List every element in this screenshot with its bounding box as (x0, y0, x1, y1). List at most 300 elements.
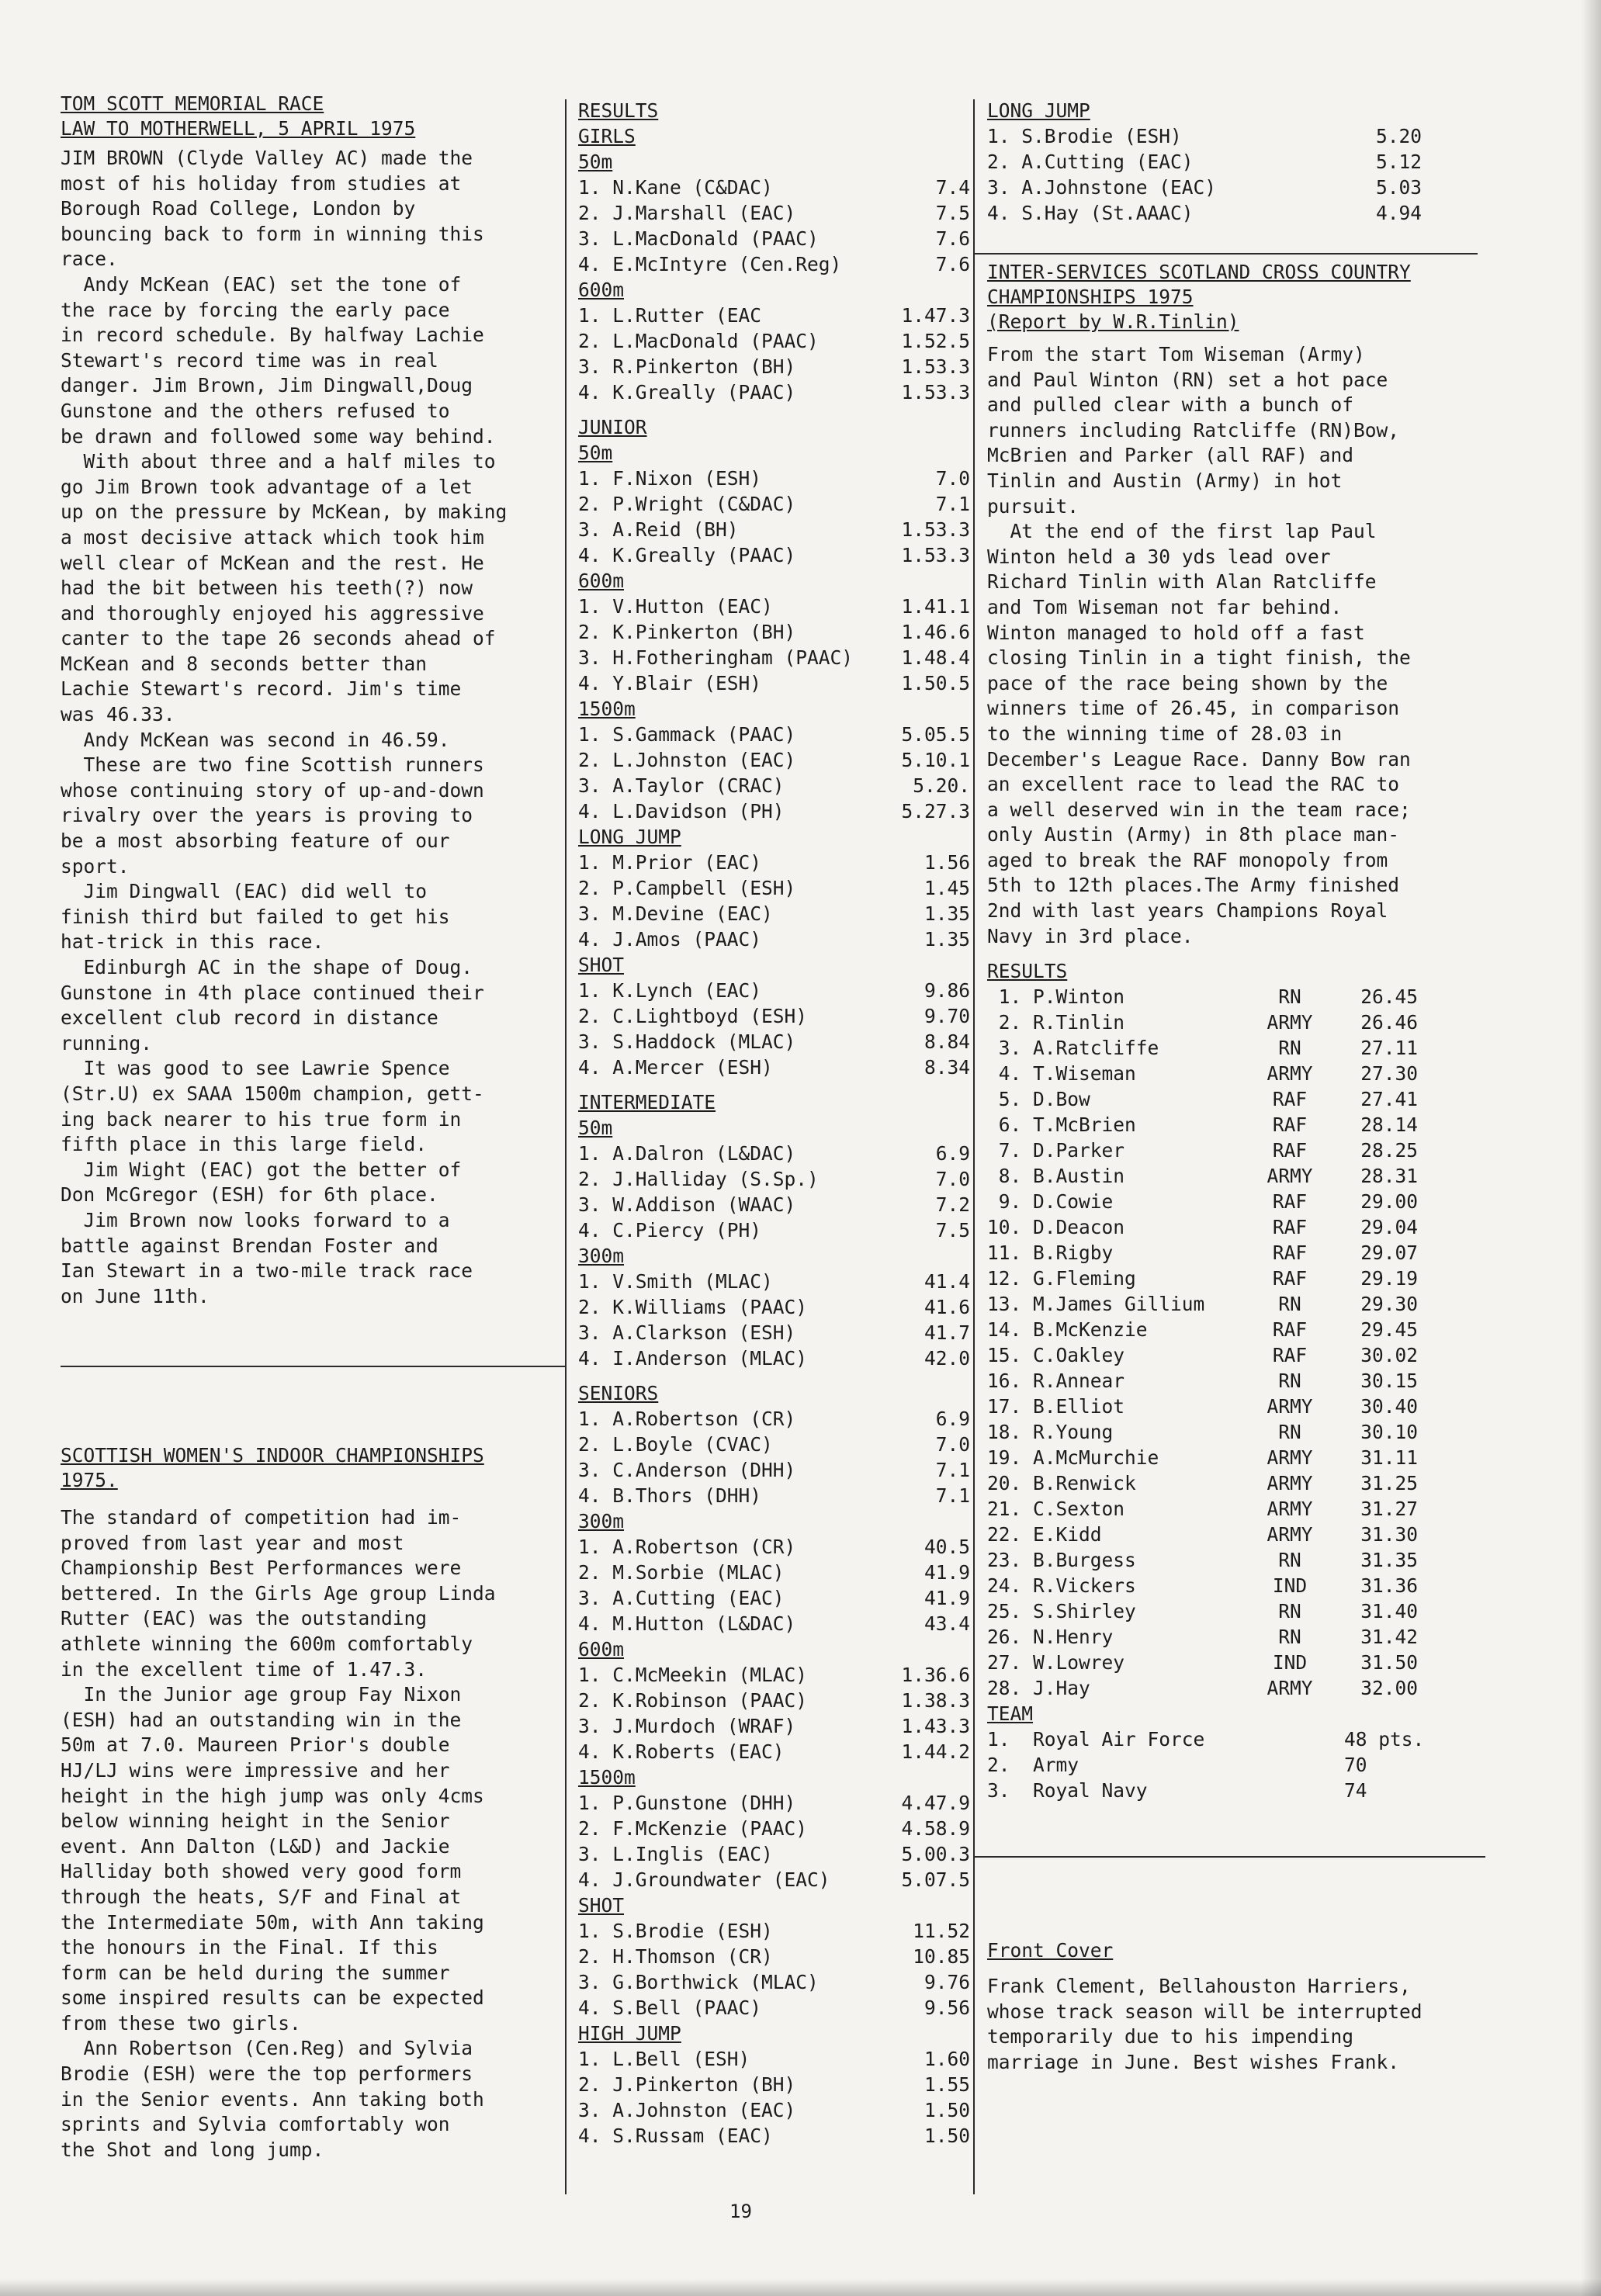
result-value: 1.47.3 (901, 304, 970, 327)
page-edge-shadow (1581, 0, 1601, 2296)
result-value: 7.2 (935, 1193, 970, 1216)
result-time: 31.36 (1360, 1574, 1418, 1598)
result-value: 9.76 (924, 1971, 970, 1993)
result-value: 41.9 (924, 1587, 970, 1609)
service-name: ARMY (1267, 1062, 1313, 1086)
group-heading: INTERMEDIATE (578, 1091, 716, 1113)
athlete-name: 3. J.Murdoch (WRAF) (578, 1715, 796, 1737)
left-column (61, 92, 557, 2161)
service-name: RAF (1272, 1216, 1308, 1239)
service-name: IND (1272, 1651, 1308, 1674)
result-row (987, 1445, 1484, 1470)
result-value: 1.53.3 (901, 381, 970, 403)
result-row (987, 123, 1422, 149)
athlete-name: 1. V.Smith (MLAC) (578, 1270, 773, 1293)
result-row (987, 1624, 1484, 1650)
article-subtitle: 1975. (61, 1469, 118, 1491)
result-time: 31.50 (1360, 1651, 1418, 1674)
service-name: RN (1278, 1370, 1301, 1393)
result-row (578, 1867, 970, 1893)
article-subtitle: CHAMPIONSHIPS 1975 (987, 286, 1194, 308)
athlete-name: 4. K.Greally (PAAC) (578, 544, 796, 566)
result-time: 31.25 (1360, 1472, 1418, 1495)
athlete-name: 2. M.Sorbie (MLAC) (578, 1561, 785, 1584)
result-time: 29.07 (1360, 1242, 1418, 1265)
result-time: 31.27 (1360, 1498, 1418, 1521)
result-value: 11.52 (913, 1920, 970, 1942)
result-group (578, 123, 970, 405)
event-heading: HIGH JUMP (578, 2022, 681, 2045)
result-row (578, 328, 970, 354)
result-value: 9.86 (924, 979, 970, 1002)
result-row (578, 670, 970, 696)
athlete-name: 4. S.Russam (EAC) (578, 2125, 773, 2147)
result-value: 5.10.1 (901, 749, 970, 771)
article-title: INTER-SERVICES SCOTLAND CROSS COUNTRY (987, 261, 1411, 283)
event-heading: 600m (578, 1638, 625, 1661)
long-jump-heading: LONG JUMP (987, 99, 1090, 122)
result-value: 10.85 (913, 1945, 970, 1968)
result-value: 40.5 (924, 1536, 970, 1558)
result-row (987, 1394, 1484, 1419)
result-value: 1.53.3 (901, 544, 970, 566)
result-row (987, 1342, 1484, 1368)
athlete-name: 2. L.MacDonald (PAAC) (578, 330, 819, 352)
result-row (578, 1534, 970, 1560)
result-value: 1.43.3 (901, 1715, 970, 1737)
athlete-name: 19. A.McMurchie (987, 1446, 1159, 1470)
athlete-name: 2. L.Boyle (CVAC) (578, 1433, 773, 1456)
result-row (578, 901, 970, 926)
result-row (987, 1675, 1484, 1701)
result-value: 4.58.9 (901, 1817, 970, 1840)
result-value: 4.94 (1375, 202, 1422, 224)
result-row (578, 1217, 970, 1243)
athlete-name: 16. R.Annear (987, 1370, 1125, 1393)
service-name: ARMY (1267, 1677, 1313, 1700)
result-value: 1.36.6 (901, 1664, 970, 1686)
service-name: ARMY (1267, 1523, 1313, 1546)
service-name: RAF (1272, 1190, 1308, 1214)
result-group (578, 1089, 970, 1371)
result-row (987, 1547, 1484, 1573)
result-time: 27.41 (1360, 1088, 1418, 1111)
result-value: 1.53.3 (901, 355, 970, 378)
result-time: 29.04 (1360, 1216, 1418, 1239)
result-row (578, 1713, 970, 1739)
result-row (578, 1457, 970, 1483)
athlete-name: 24. R.Vickers (987, 1574, 1136, 1598)
column-divider-left (565, 99, 567, 2194)
article-body: JIM BROWN (Clyde Valley AC) made the most of his holiday from studies at Borough Road College, London by bouncing back to form in winning this race. Andy McKean (EAC) set the tone of the race by forcing the early pace in record schedule. By halfway Lachie Stewart's record time was in real danger. Jim Brown, Jim Dingwall,Doug Gunstone and the others refused to be drawn and followed some way behind. With about three and a half miles to go Jim Brown took advantage of a let up on the pressure by McKean, by making a most decisive attack which took him well clear of McKean and the rest. He had the bit between his teeth(?) now and thoroughly enjoyed his aggressive canter to the tape 26 seconds ahead of McKean and 8 seconds better than Lachie Stewart's record. Jim's time was 46.33. Andy McKean was second in 46.59. These are two fine Scottish runners whose continuing story of up-and-down rivalry over the years is proving to be a most absorbing feature of our sport. Jim Dingwall (EAC) did well to finish third but failed to get his hat-trick in this race. Edinburgh AC in the shape of Doug. Gunstone in 4th place continued their excellent club record in distance running. It was good to see Lawrie Spence (Str.U) ex SAAA 1500m champion, gett- ing back nearer to his true form in fifth place in this large field. Jim Wight (EAC) got the better of Don McGregor (ESH) for 6th place. Jim Brown now looks forward to a battle against Brendan Foster and Ian Stewart in a two-mile track race on June 11th. (61, 147, 508, 1307)
long-jump-rows (987, 123, 1422, 226)
article-subtitle: LAW TO MOTHERWELL, 5 APRIL 1975 (61, 117, 416, 140)
athlete-name: 2. P.Wright (C&DAC) (578, 493, 796, 515)
result-value: 7.5 (935, 202, 970, 224)
service-name: RN (1278, 1037, 1301, 1060)
athlete-name: 3. C.Anderson (DHH) (578, 1459, 796, 1481)
result-value: 41.6 (924, 1296, 970, 1318)
service-name: ARMY (1267, 1498, 1313, 1521)
result-row (578, 1918, 970, 1944)
section-divider (973, 253, 1478, 255)
result-time: 29.19 (1360, 1267, 1418, 1290)
result-time: 29.45 (1360, 1318, 1418, 1342)
result-row (578, 978, 970, 1003)
result-time: 32.00 (1360, 1677, 1418, 1700)
cross-country-results (987, 984, 1484, 1701)
team-name: 1. Royal Air Force (987, 1728, 1205, 1751)
result-row (578, 619, 970, 645)
athlete-name: 4. L.Davidson (PH) (578, 800, 785, 822)
athlete-name: 2. K.Williams (PAAC) (578, 1296, 808, 1318)
result-row (578, 747, 970, 773)
event-heading: 50m (578, 442, 613, 464)
result-row (578, 491, 970, 517)
athlete-name: 3. R.Pinkerton (BH) (578, 355, 796, 378)
result-value: 1.52.5 (901, 330, 970, 352)
event-heading: 600m (578, 570, 625, 592)
section-divider (973, 1856, 1485, 1858)
service-name: RN (1278, 1293, 1301, 1316)
athlete-name: 2. R.Tinlin (987, 1011, 1125, 1034)
article-byline: (Report by W.R.Tinlin) (987, 310, 1239, 333)
athlete-name: 1. N.Kane (C&DAC) (578, 176, 773, 199)
result-value: 1.46.6 (901, 621, 970, 643)
group-heading: JUNIOR (578, 416, 647, 438)
result-time: 31.40 (1360, 1600, 1418, 1623)
athlete-name: 2. C.Lightboyd (ESH) (578, 1005, 808, 1027)
athlete-name: 5. D.Bow (987, 1088, 1090, 1111)
result-time: 31.11 (1360, 1446, 1418, 1470)
result-row (987, 1368, 1484, 1394)
result-value: 6.9 (935, 1408, 970, 1430)
result-value: 41.9 (924, 1561, 970, 1584)
result-row (578, 1166, 970, 1192)
result-row (578, 2072, 970, 2097)
group-heading: SENIORS (578, 1382, 659, 1404)
athlete-name: 3. A.Cutting (EAC) (578, 1587, 785, 1609)
result-row (578, 1294, 970, 1320)
result-row (578, 1739, 970, 1764)
result-value: 4.47.9 (901, 1792, 970, 1814)
team-results (987, 1726, 1484, 1803)
athlete-name: 23. B.Burgess (987, 1549, 1136, 1572)
result-row (987, 1317, 1484, 1342)
result-row (578, 251, 970, 277)
result-row (987, 1573, 1484, 1598)
service-name: RN (1278, 1421, 1301, 1444)
result-row (578, 1611, 970, 1636)
result-row (578, 722, 970, 747)
result-row (578, 303, 970, 328)
result-time: 28.31 (1360, 1165, 1418, 1188)
result-row (578, 2097, 970, 2123)
result-time: 27.11 (1360, 1037, 1418, 1060)
athlete-name: 3. A.Clarkson (ESH) (578, 1321, 796, 1344)
service-name: ARMY (1267, 1472, 1313, 1495)
front-cover-heading: Front Cover (987, 1939, 1114, 1962)
athlete-name: 2. H.Thomson (CR) (578, 1945, 773, 1968)
result-value: 1.56 (924, 851, 970, 874)
result-row (578, 1054, 970, 1080)
athlete-name: 2. J.Halliday (S.Sp.) (578, 1168, 819, 1190)
athlete-name: 4. Y.Blair (ESH) (578, 672, 762, 694)
result-value: 41.4 (924, 1270, 970, 1293)
result-time: 30.40 (1360, 1395, 1418, 1418)
result-row (578, 1432, 970, 1457)
result-row (987, 1112, 1484, 1138)
result-value: 9.70 (924, 1005, 970, 1027)
team-row (987, 1726, 1484, 1752)
event-heading: SHOT (578, 1894, 625, 1917)
result-row (578, 1688, 970, 1713)
result-row (987, 1266, 1484, 1291)
athlete-name: 2. K.Pinkerton (BH) (578, 621, 796, 643)
results-heading: RESULTS (987, 960, 1068, 983)
result-row (578, 1269, 970, 1294)
athlete-name: 2. P.Campbell (ESH) (578, 877, 796, 899)
article-title: TOM SCOTT MEMORIAL RACE (61, 92, 324, 115)
athlete-name: 2. K.Robinson (PAAC) (578, 1689, 808, 1712)
result-value: 8.84 (924, 1030, 970, 1053)
front-cover-note (987, 1938, 1423, 2075)
result-row (987, 1598, 1484, 1624)
athlete-name: 3. A.Ratcliffe (987, 1037, 1159, 1060)
athlete-name: 4. S.Hay (St.AAAC) (987, 202, 1194, 224)
athlete-name: 2. F.McKenzie (PAAC) (578, 1817, 808, 1840)
result-time: 27.30 (1360, 1062, 1418, 1086)
result-row (578, 517, 970, 542)
result-time: 30.15 (1360, 1370, 1418, 1393)
event-heading: 300m (578, 1510, 625, 1532)
result-row (987, 1163, 1484, 1189)
athlete-name: 7. D.Parker (987, 1139, 1125, 1162)
team-heading: TEAM (987, 1702, 1034, 1726)
athlete-name: 4. J.Amos (PAAC) (578, 928, 762, 951)
athlete-name: 2. J.Pinkerton (BH) (578, 2073, 796, 2096)
event-heading: 1500m (578, 1766, 636, 1789)
service-name: RN (1278, 1600, 1301, 1623)
result-row (987, 1009, 1484, 1035)
result-value: 5.05.5 (901, 723, 970, 746)
result-value: 7.4 (935, 176, 970, 199)
result-row (578, 875, 970, 901)
result-value: 1.35 (924, 902, 970, 925)
result-value: 5.12 (1375, 151, 1422, 173)
result-value: 7.6 (935, 253, 970, 275)
athlete-name: 4. J.Groundwater (EAC) (578, 1868, 830, 1891)
result-row (578, 354, 970, 379)
article-body: From the start Tom Wiseman (Army) and Paul Winton (RN) set a hot pace and pulled clear with a bunch of runners including Ratcliffe (RN)Bow, McBrien and Parker (all RAF) and Tinlin and Austin (Army) in hot pursuit. At the end of the first lap Paul Winton held a 30 yds lead over Richard Tinlin with Alan Ratcliffe and Tom Wiseman not far behind. Winton managed to hold off a fast closing Tinlin in a tight finish, the pace of the race being shown by the winners time of 26.45, in comparison to the winning time of 28.03 in December's League Race. Danny Bow ran an excellent race to lead the RAC to a well deserved win in the team race; only Austin (Army) in 8th place man- aged to break the RAF monopoly from 5th to 12th places.The Army finished 2nd with last years Champions Royal Navy in 3rd place. (987, 343, 1411, 947)
article-body: The standard of competition had im- proved from last year and most Championship Best Performances were bettered. In the Girls Age group Linda Rutter (EAC) was the outstanding athlete winning the 600m comfortably in the excellent time of 1.47.3. In the Junior age group Fay Nixon (ESH) had an outstanding win in the 50m at 7.0. Maureen Prior's double HJ/LJ wins were impressive and her height in the high jump was only 4cms below winning height in the Senior event. Ann Dalton (L&D) and Jackie Halliday both showed very good form through the heats, S/F and Final at the Intermediate 50m, with Ann taking the honours in the Final. If this form can be held during the summer some inspired results can be expected from these two girls. Ann Robertson (Cen.Reg) and Sylvia Brodie (ESH) were the top performers in the Senior events. Ann taking both sprints and Sylvia comfortably won the Shot and long jump. (61, 1506, 496, 2161)
athlete-name: 26. N.Henry (987, 1626, 1114, 1649)
result-row (987, 1240, 1484, 1266)
athlete-name: 2. A.Cutting (EAC) (987, 151, 1194, 173)
result-row (578, 1345, 970, 1371)
result-row (578, 1662, 970, 1688)
athlete-name: 1. A.Robertson (CR) (578, 1408, 796, 1430)
athlete-name: 3. H.Fotheringham (PAAC) (578, 646, 854, 669)
result-row (578, 379, 970, 405)
service-name: RAF (1272, 1139, 1308, 1162)
athlete-name: 21. C.Sexton (987, 1498, 1125, 1521)
result-time: 29.00 (1360, 1190, 1418, 1214)
service-name: ARMY (1267, 1011, 1313, 1034)
result-value: 7.5 (935, 1219, 970, 1242)
event-heading: SHOT (578, 954, 625, 976)
athlete-name: 1. V.Hutton (EAC) (578, 595, 773, 618)
results-groups (578, 123, 970, 2149)
result-value: 1.50 (924, 2099, 970, 2121)
result-value: 1.53.3 (901, 518, 970, 541)
result-row (987, 1086, 1484, 1112)
athlete-name: 17. B.Elliot (987, 1395, 1125, 1418)
athlete-name: 4. E.McIntyre (Cen.Reg) (578, 253, 842, 275)
athlete-name: 4. I.Anderson (MLAC) (578, 1347, 808, 1370)
athlete-name: 1. A.Robertson (CR) (578, 1536, 796, 1558)
result-row (578, 645, 970, 670)
athlete-name: 4. B.Thors (DHH) (578, 1484, 762, 1507)
athlete-name: 18. R.Young (987, 1421, 1114, 1444)
athlete-name: 1. K.Lynch (EAC) (578, 979, 762, 1002)
result-row (987, 1496, 1484, 1522)
inter-services-article (987, 260, 1484, 1803)
article-title: SCOTTISH WOMEN'S INDOOR CHAMPIONSHIPS (61, 1444, 484, 1467)
result-value: 1.35 (924, 928, 970, 951)
athlete-name: 1. S.Brodie (ESH) (987, 125, 1182, 147)
result-value: 8.34 (924, 1056, 970, 1079)
event-heading: LONG JUMP (578, 826, 681, 848)
result-row (987, 175, 1422, 200)
result-row (578, 1320, 970, 1345)
womens-indoor-article (61, 1443, 496, 2163)
result-group (578, 1380, 970, 2149)
result-value: 1.44.2 (901, 1740, 970, 1763)
result-row (578, 1969, 970, 1995)
athlete-name: 2. J.Marshall (EAC) (578, 202, 796, 224)
long-jump-block (987, 98, 1484, 226)
result-time: 29.30 (1360, 1293, 1418, 1316)
result-value: 7.0 (935, 1433, 970, 1456)
athlete-name: 3. L.Inglis (EAC) (578, 1843, 773, 1865)
result-value: 1.50.5 (901, 672, 970, 694)
athlete-name: 1. A.Dalron (L&DAC) (578, 1142, 796, 1165)
result-row (578, 1141, 970, 1166)
result-row (578, 1585, 970, 1611)
result-value: 6.9 (935, 1142, 970, 1165)
service-name: ARMY (1267, 1165, 1313, 1188)
result-row (578, 1406, 970, 1432)
result-row (987, 1291, 1484, 1317)
result-value: 9.56 (924, 1996, 970, 2019)
result-time: 31.42 (1360, 1626, 1418, 1649)
result-value: 1.50 (924, 2125, 970, 2147)
result-value: 1.60 (924, 2048, 970, 2070)
athlete-name: 1. P.Gunstone (DHH) (578, 1792, 796, 1814)
athlete-name: 1. L.Bell (ESH) (578, 2048, 750, 2070)
result-value: 41.7 (924, 1321, 970, 1344)
result-time: 31.30 (1360, 1523, 1418, 1546)
right-column (987, 98, 1484, 2073)
result-time: 26.45 (1360, 985, 1418, 1009)
result-value: 5.27.3 (901, 800, 970, 822)
athlete-name: 25. S.Shirley (987, 1600, 1136, 1623)
athlete-name: 3. W.Addison (WAAC) (578, 1193, 796, 1216)
athlete-name: 1. F.Nixon (ESH) (578, 467, 762, 490)
athlete-name: 1. P.Winton (987, 985, 1125, 1009)
result-row (578, 1816, 970, 1841)
service-name: RAF (1272, 1318, 1308, 1342)
result-row (578, 773, 970, 798)
athlete-name: 14. B.McKenzie (987, 1318, 1148, 1342)
result-row (987, 1419, 1484, 1445)
athlete-name: 3. S.Haddock (MLAC) (578, 1030, 796, 1053)
result-row (578, 798, 970, 824)
result-row (578, 850, 970, 875)
athlete-name: 1. C.McMeekin (MLAC) (578, 1664, 808, 1686)
athlete-name: 3. G.Borthwick (MLAC) (578, 1971, 819, 1993)
result-row (578, 1029, 970, 1054)
result-value: 1.38.3 (901, 1689, 970, 1712)
result-value: 7.0 (935, 467, 970, 490)
group-heading: GIRLS (578, 125, 636, 147)
athlete-name: 3. A.Johnston (EAC) (578, 2099, 796, 2121)
team-name: 3. Royal Navy (987, 1779, 1148, 1803)
result-row (578, 1560, 970, 1585)
athlete-name: 4. K.Greally (PAAC) (578, 381, 796, 403)
result-value: 7.1 (935, 1459, 970, 1481)
athlete-name: 10. D.Deacon (987, 1216, 1125, 1239)
result-row (987, 1189, 1484, 1214)
team-name: 2. Army (987, 1754, 1079, 1777)
athlete-name: 13. M.James Gillium (987, 1293, 1205, 1316)
result-time: 28.14 (1360, 1113, 1418, 1137)
athlete-name: 2. L.Johnston (EAC) (578, 749, 796, 771)
results-heading: RESULTS (578, 99, 659, 122)
athlete-name: 4. K.Roberts (EAC) (578, 1740, 785, 1763)
result-row (987, 1470, 1484, 1496)
result-value: 42.0 (924, 1347, 970, 1370)
result-row (987, 1035, 1484, 1061)
result-row (578, 1995, 970, 2021)
service-name: RN (1278, 1626, 1301, 1649)
result-row (578, 1003, 970, 1029)
result-row (578, 175, 970, 200)
athlete-name: 8. B.Austin (987, 1165, 1125, 1188)
athlete-name: 1. S.Gammack (PAAC) (578, 723, 796, 746)
result-time: 30.10 (1360, 1421, 1418, 1444)
result-row (578, 226, 970, 251)
result-row (578, 200, 970, 226)
result-row (578, 1944, 970, 1969)
result-row (987, 200, 1422, 226)
result-row (987, 1061, 1484, 1086)
service-name: RN (1278, 985, 1301, 1009)
team-row (987, 1752, 1484, 1778)
event-heading: 50m (578, 151, 613, 173)
athlete-name: 1. S.Brodie (ESH) (578, 1920, 773, 1942)
result-time: 30.02 (1360, 1344, 1418, 1367)
athlete-name: 15. C.Oakley (987, 1344, 1125, 1367)
result-value: 5.03 (1375, 176, 1422, 199)
athlete-name: 11. B.Rigby (987, 1242, 1114, 1265)
athlete-name: 3. A.Reid (BH) (578, 518, 739, 541)
result-row (578, 2123, 970, 2149)
team-points: 74 (1344, 1779, 1367, 1803)
athlete-name: 3. M.Devine (EAC) (578, 902, 773, 925)
page-number: 19 (729, 2201, 752, 2222)
